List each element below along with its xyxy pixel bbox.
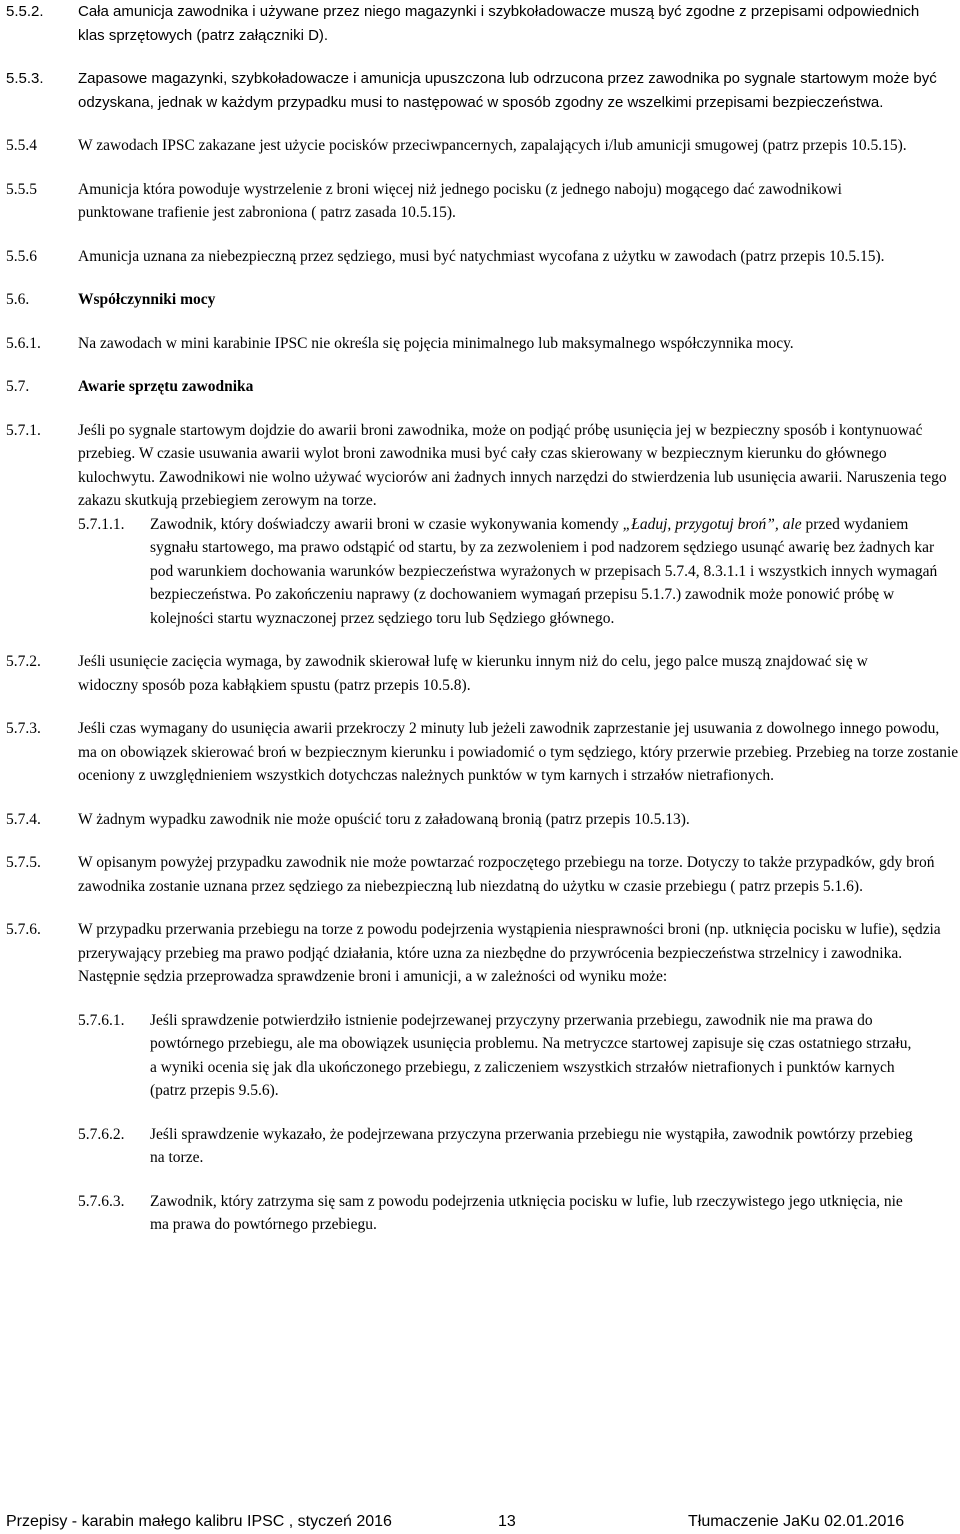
section-number: 5.7. — [6, 378, 30, 395]
footer-page-number: 13 — [498, 1513, 516, 1530]
section-text: W przypadku przerwania przebiegu na torze z powodu podejrzenia wystąpienia niesprawności broni (np. utknięcia pocisku w lufie), sędzia przerywający przebieg ma prawo podjąć działania, które uzna za niezbędne do przywrócenia bezpieczeństwa strzelnicy i zawodnika. Następnie sędzia przeprowadza sprawdzenie broni i amunicji, a w zależności od wyniku może: — [78, 921, 941, 985]
section-number: 5.5.5 — [6, 180, 37, 198]
section-text: Amunicja uznana za niebezpieczną przez sędziego, musi być natychmiast wycofana z użytku w zawodach (patrz przepis 10.5.15). — [78, 247, 885, 265]
section-5-5-5 — [6, 178, 960, 225]
section-text: W żadnym wypadku zawodnik nie może opuścić toru z załadowaną bronią (patrz przepis 10.5.13). — [78, 810, 690, 828]
section-number: 5.7.2. — [6, 653, 41, 670]
section-text: W zawodach IPSC zakazane jest użycie pocisków przeciwpancernych, zapalających i/lub amunicji smugowej (patrz przepis 10.5.15). — [78, 137, 907, 154]
section-5-5-4 — [6, 134, 960, 158]
section-text: W opisanym powyżej przypadku zawodnik nie może powtarzać rozpoczętego przebiegu na torze. Dotyczy to także przypadków, gdy broń zawodnika zostanie uznana przez sędziego za niebezpieczną lub niezdatną do użytku w czasie przebiegu ( patrz przepis 5.1.6). — [78, 854, 935, 895]
section-text: Zapasowe magazynki, szybkoładowacze i amunicja upuszczona lub odrzucona przez zawodnika po sygnale startowym może być odzyskana, jednak w każdym przypadku musi to następować w sposób zgodny ze wszelkimi przepisami bezpieczeństwa. — [78, 70, 937, 111]
section-5-5-6 — [6, 245, 960, 269]
section-number: 5.7.6.2. — [78, 1125, 125, 1143]
section-5-5-2 — [6, 0, 960, 47]
section-text-part: Zawodnik, który doświadczy awarii broni w czasie wykonywania komendy — [150, 515, 623, 533]
section-text: Cała amunicja zawodnika i używane przez niego magazynki i szybkoładowacze muszą być zgodne z przepisami odpowiednich klas sprzętowych (patrz załączniki D). — [78, 3, 920, 44]
section-text-part: przed wydaniem sygnału startowego, ma prawo odstąpić od startu, by za zezwoleniem i pod nadzorem sędziego usunąć awarię bez żadnych kar pod warunkiem dochowania warunków bezpieczeństwa wyrażonych w przepisach 5.7.4, 8.3.1.1 i wszystkich innych wymagań bezpieczeństwa. Po zakończeniu naprawy (z dochowaniem wymagań przepisu 5.1.7.) zawodnik może ponowić próbę w kolejności startu wyznaczonej przez sędziego toru lub Sędziego głównego. — [150, 515, 938, 627]
section-5-7-6-2 — [6, 1123, 960, 1170]
section-number: 5.7.6. — [6, 921, 41, 938]
section-5-7-2 — [6, 650, 960, 697]
section-5-7-1 — [6, 419, 960, 513]
heading-5-7 — [6, 375, 960, 399]
section-text — [150, 513, 950, 631]
section-5-7-6-3 — [6, 1190, 960, 1237]
section-text: Zawodnik, który zatrzyma się sam z powodu podejrzenia utknięcia pocisku w lufie, lub rzeczywistego jego utknięcia, nie ma prawa do powtórnego przebiegu. — [150, 1192, 903, 1233]
section-heading: Współczynniki mocy — [78, 291, 216, 308]
section-number: 5.7.1. — [6, 421, 41, 439]
section-number: 5.6. — [6, 291, 30, 308]
document-page — [6, 0, 960, 1237]
section-number: 5.5.4 — [6, 137, 37, 154]
section-text: Jeśli sprawdzenie potwierdziło istnienie podejrzewanej przyczyny przerwania przebiegu, zawodnik nie ma prawa do powtórnego przebiegu, ale ma obowiązek usunięcia problemu. Na metryczce startowej zapisuje się czas ostatniego strzału, a wyniki ocenia się jak dla ukończonego przebiegu, z zaliczeniem wszystkich strzałów nietrafionych i punktów karnych (patrz przepis 9.5.6). — [150, 1011, 912, 1099]
section-5-7-5 — [6, 851, 960, 898]
page-footer — [6, 1510, 926, 1534]
section-5-7-4 — [6, 808, 960, 832]
section-number: 5.5.3. — [6, 70, 44, 87]
section-number: 5.7.4. — [6, 810, 41, 828]
section-text: Jeśli czas wymagany do usunięcia awarii przekroczy 2 minuty lub jeżeli zawodnik zaprzestanie jej usuwania z dowolnego innego powodu, ma on obowiązek skierować broń w bezpiecznym kierunku i powiadomić o tym sędziego, który przerwie przebieg. Przebieg na torze zostanie oceniony z uwzględnieniem wszystkich dotychczas należnych punktów w tym karnych i strzałów nietrafionych. — [78, 720, 959, 784]
section-heading: Awarie sprzętu zawodnika — [78, 378, 254, 395]
section-text: Jeśli usunięcie zacięcia wymaga, by zawodnik skierował lufę w kierunku innym niż do celu, jego palce muszą znajdować się w widoczny sposób poza kabłąkiem spustu (patrz przepis 10.5.8). — [78, 653, 868, 694]
section-5-5-3 — [6, 67, 960, 114]
section-text: Na zawodach w mini karabinie IPSC nie określa się pojęcia minimalnego lub maksymalnego współczynnika mocy. — [78, 334, 794, 352]
section-number: 5.7.6.3. — [78, 1192, 125, 1210]
section-5-6-1 — [6, 332, 960, 356]
heading-5-6 — [6, 288, 960, 312]
section-5-7-6 — [6, 918, 960, 989]
section-number: 5.5.2. — [6, 3, 44, 20]
section-5-7-6-1 — [6, 1009, 960, 1103]
section-number: 5.7.6.1. — [78, 1011, 125, 1029]
section-text: Jeśli sprawdzenie wykazało, że podejrzewana przyczyna przerwania przebiegu nie wystąpiła, zawodnik powtórzy przebieg na torze. — [150, 1125, 913, 1166]
section-5-7-1-1 — [6, 513, 960, 631]
section-text: Jeśli po sygnale startowym dojdzie do awarii broni zawodnika, może on podjąć próbę usunięcia jej w bezpieczny sposób i kontynuować przebieg. W czasie usuwania awarii wylot broni zawodnika musi być cały czas skierowany w bezpiecznym kierunku do głównego kulochwytu. Zawodnikowi nie wolno używać wyciorów ani żadnych innych narzędzi do stwierdzenia lub usunięcia awarii. Naruszenia tego zakazu skutkują przebiegiem zerowym na torze. — [78, 421, 947, 509]
section-number: 5.7.3. — [6, 720, 41, 737]
section-number: 5.5.6 — [6, 247, 37, 265]
footer-document-title: Przepisy - karabin małego kalibru IPSC , styczeń 2016 — [6, 1513, 392, 1530]
section-number: 5.6.1. — [6, 334, 41, 352]
section-text: Amunicja która powoduje wystrzelenie z broni więcej niż jednego pocisku (z jednego naboju) mogącego dać zawodnikowi punktowane trafienie jest zabroniona ( patrz zasada 10.5.15). — [78, 180, 842, 221]
command-quote: „Ładuj, przygotuj broń”, ale — [622, 515, 802, 533]
section-number: 5.7.5. — [6, 854, 41, 871]
section-number: 5.7.1.1. — [78, 515, 125, 533]
footer-translation-note: Tłumaczenie JaKu 02.01.2016 — [688, 1513, 905, 1530]
section-5-7-3 — [6, 717, 960, 788]
